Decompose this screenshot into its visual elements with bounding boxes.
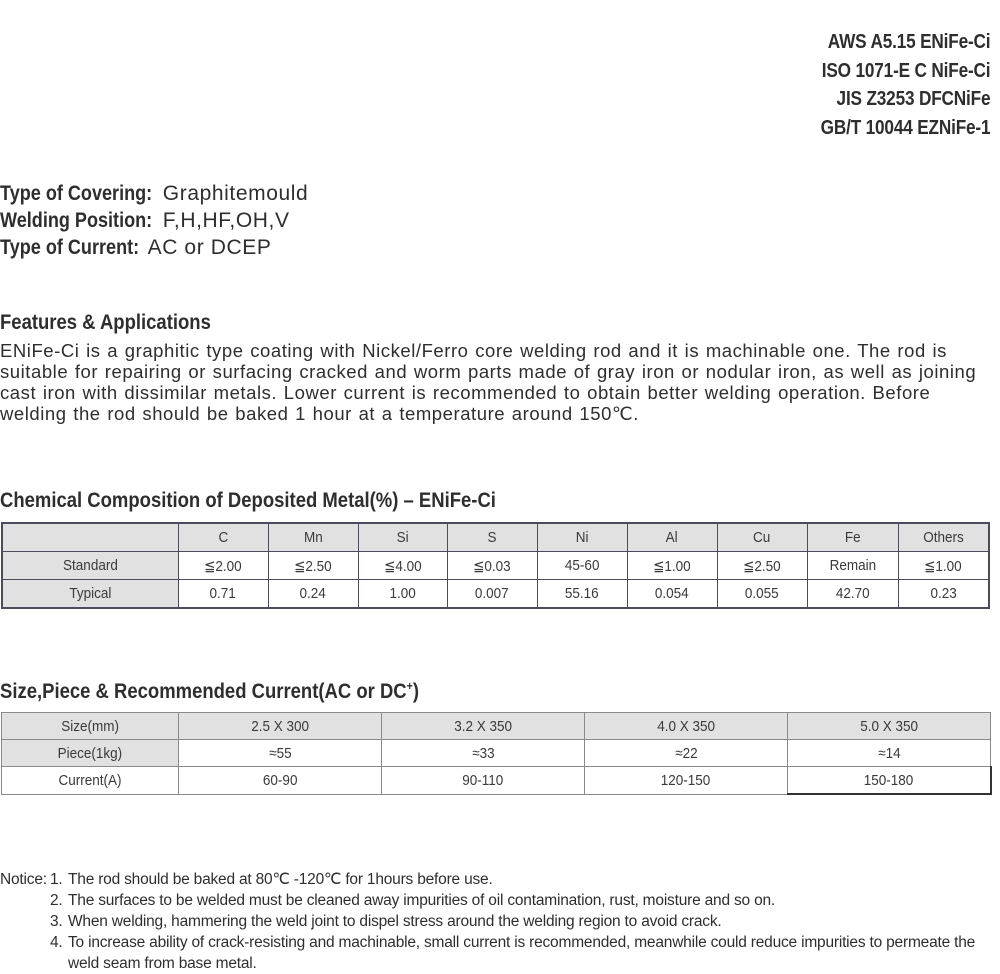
table-cell: 0.007 [447,580,537,609]
header-cell: Si [358,523,447,552]
spec-covering [0,180,308,207]
features-line: welding the rod should be baked 1 hour at a temperature around 150℃. [0,403,639,424]
header-cell: 3.2 X 350 [382,713,585,740]
dc-plus-superscript: + [406,679,413,693]
header-cell: S [447,523,537,552]
table-row [2,767,991,795]
table-cell: ≈33 [382,740,585,767]
header-cell: 2.5 X 300 [179,713,382,740]
row-label: Standard [2,552,178,580]
table-cell: 0.23 [898,580,989,609]
table-cell: ≈22 [585,740,788,767]
header-cell: 4.0 X 350 [585,713,788,740]
standards-list [820,28,990,142]
header-cell [2,523,178,552]
notice-block [0,869,983,974]
spec-label: Welding Position: [0,209,153,232]
table-row [2,552,989,580]
notice-text: The surfaces to be welded must be cleaned away impurities of oil contamination, rust, moisture and so on. [68,892,776,909]
table-cell: ≈14 [788,740,991,767]
spec-position [0,207,308,234]
header-cell: C [178,523,268,552]
header-cell: Al [627,523,717,552]
header-cell: Cu [717,523,807,552]
table-cell: ≦1.00 [627,552,717,580]
spec-value: AC or DCEP [147,236,272,259]
header-cell: Others [898,523,989,552]
table-cell: ≦4.00 [358,552,447,580]
features-line: ENiFe-Ci is a graphitic type coating with Nickel/Ferro core welding rod and it is machinable one. The rod is [0,340,947,361]
chemical-table [1,522,990,609]
table-cell: ≈55 [179,740,382,767]
table-cell: 55.16 [537,580,627,609]
row-label: Current(A) [2,767,179,795]
standard-iso: ISO 1071-E C NiFe-Ci [821,59,990,82]
header-cell: Fe [807,523,898,552]
notice-text: The rod should be baked at 80℃ -120℃ for 1hours before use. [68,871,493,888]
chemical-title: Chemical Composition of Deposited Metal(%) – ENiFe-Ci [0,489,496,512]
table-cell: 1.00 [358,580,447,609]
spec-value: F,H,HF,OH,V [162,209,290,232]
features-body [0,340,1000,424]
features-line: suitable for repairing or surfacing cracked and worm parts made of gray iron or nodular iron, as well as joining [0,361,977,382]
table-cell: ≦2.00 [178,552,268,580]
table-row [2,740,991,767]
table-cell: ≦1.00 [898,552,989,580]
notice-text: When welding, hammering the weld joint to dispel stress around the welding region to avoid crack. [68,913,722,930]
header-cell: Size(mm) [2,713,179,740]
table-cell: Remain [807,552,898,580]
size-table [1,712,992,795]
table-cell: ≦2.50 [268,552,358,580]
specs-block [0,180,308,261]
table-cell: 45-60 [537,552,627,580]
table-header-row [2,523,989,552]
spec-label: Type of Current: [0,236,140,259]
notice-item: Notice: 1. The rod should be baked at 80℃ -120℃ for 1hours before use. [0,871,493,888]
table-cell: ≦2.50 [717,552,807,580]
spec-current [0,234,308,261]
table-row [2,580,989,609]
table-cell: 90-110 [382,767,585,795]
header-cell: Ni [537,523,627,552]
table-cell: 0.24 [268,580,358,609]
notice-text: To increase ability of crack-resisting and machinable, small current is recommended, meanwhile could reduce impurities to permeate the weld seam from base metal. [68,934,976,972]
row-label: Typical [2,580,178,609]
table-cell: 0.054 [627,580,717,609]
table-cell: 150-180 [788,767,991,795]
notice-item: 2. The surfaces to be welded must be cleaned away impurities of oil contamination, rust, moisture and so on. [50,892,776,909]
table-cell: 42.70 [807,580,898,609]
standard-jis: JIS Z3253 DFCNiFe [836,88,990,110]
features-title: Features & Applications [0,311,211,334]
spec-value: Graphitemould [162,182,309,205]
table-cell: 0.71 [178,580,268,609]
standard-aws: AWS A5.15 ENiFe-Ci [827,31,990,53]
table-cell: 0.055 [717,580,807,609]
notice-item: 4. To increase ability of crack-resisting and machinable, small current is recommended, meanwhile could reduce impurities to permeate the weld seam from base metal. [0,932,983,974]
size-title: Size,Piece & Recommended Current(AC or DC+) [0,679,419,703]
header-cell: 5.0 X 350 [788,713,991,740]
table-header-row [2,713,991,740]
spec-label: Type of Covering: [0,182,153,205]
table-cell: 60-90 [179,767,382,795]
notice-item: 3. When welding, hammering the weld joint to dispel stress around the welding region to avoid crack. [50,913,722,930]
features-line: cast iron with dissimilar metals. Lower current is recommended to obtain better welding operation. Before [0,382,931,403]
standard-gbt: GB/T 10044 EZNiFe-1 [820,116,990,139]
table-cell: 120-150 [585,767,788,795]
row-label: Piece(1kg) [2,740,179,767]
header-cell: Mn [268,523,358,552]
notice-prefix: Notice: [0,871,47,888]
table-cell: ≦0.03 [447,552,537,580]
